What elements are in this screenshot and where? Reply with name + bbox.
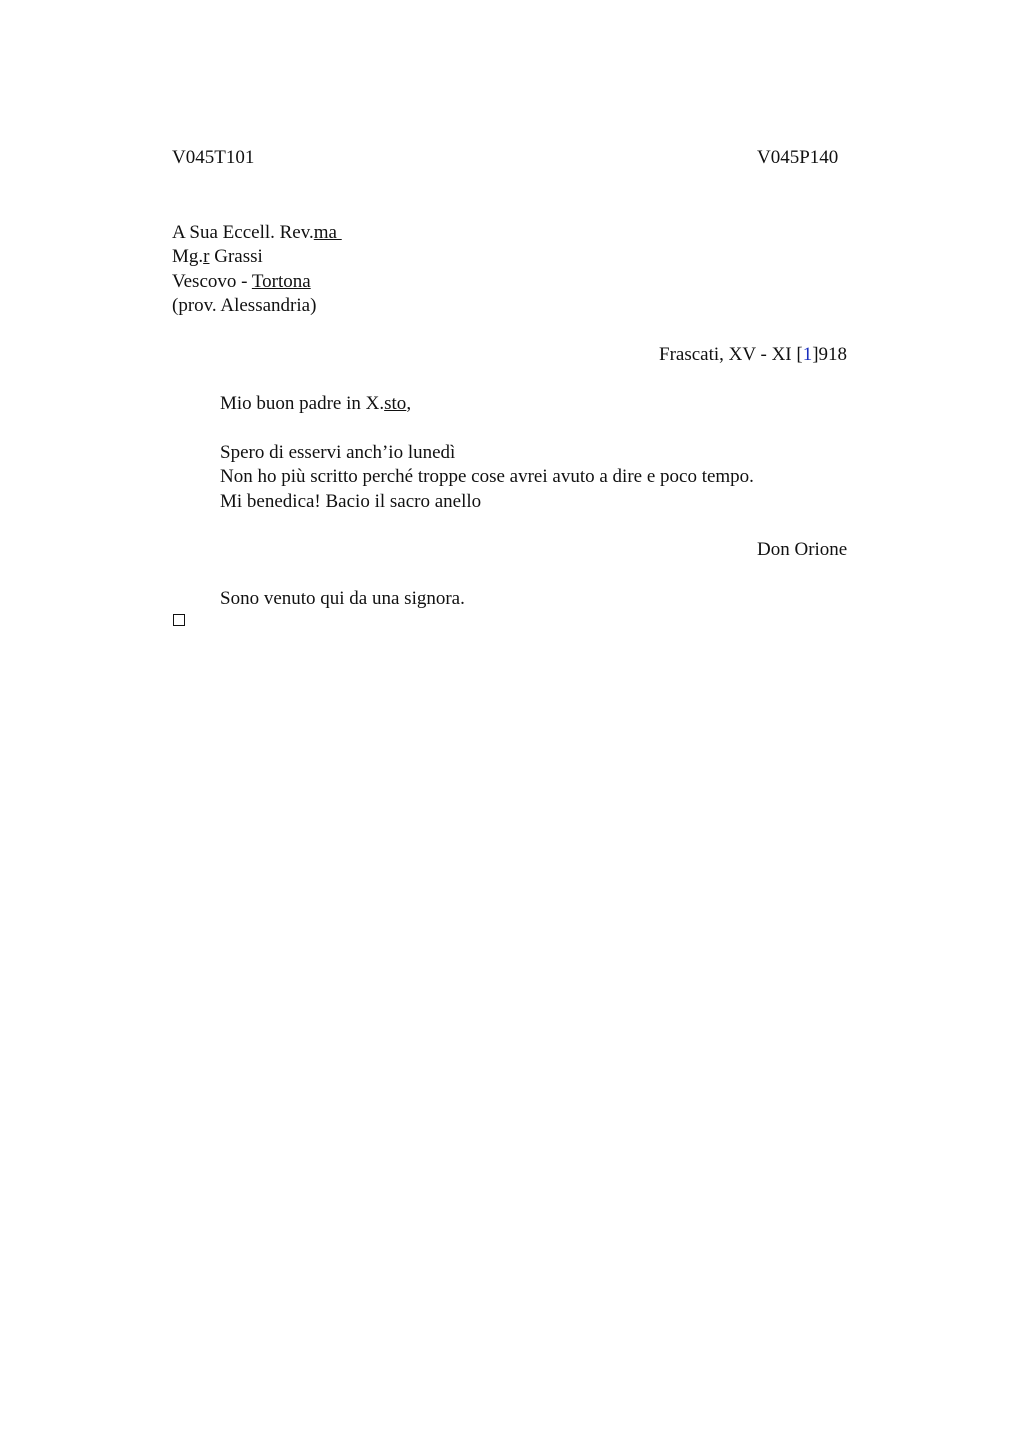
document-code-left: V045T101: [172, 147, 255, 168]
address-line-3-city: Tortona: [251, 271, 311, 292]
dateline-editorial-digit: 1: [802, 344, 813, 365]
signature: Don Orione: [757, 539, 848, 560]
body-line-1: Spero di esservi anch’io lunedì: [220, 442, 456, 463]
dateline: [659, 343, 847, 367]
dateline-suffix: ]918: [812, 344, 848, 365]
address-line-4: (prov. Alessandria): [172, 295, 317, 316]
dateline-prefix: Frascati, XV - XI [: [659, 344, 803, 365]
salutation: [220, 392, 411, 416]
address-line-3: [172, 270, 311, 294]
document-code-right: V045P140: [757, 147, 839, 168]
address-line-3-prefix: Vescovo -: [172, 271, 252, 292]
address-line-2-superscript: r: [203, 246, 210, 267]
address-line-2-prefix: Mg.: [172, 246, 204, 267]
body-line-2: Non ho più scritto perché troppe cose avrei avuto a dire e poco tempo.: [220, 466, 754, 487]
body-line-3: Mi benedica! Bacio il sacro anello: [220, 491, 482, 512]
address-line-1-text: A Sua Eccell. Rev.: [172, 222, 314, 243]
address-line-2-suffix: Grassi: [209, 246, 263, 267]
address-line-1: [172, 221, 342, 245]
postscript: Sono venuto qui da una signora.: [220, 588, 465, 609]
salutation-abbrev: sto: [384, 393, 407, 414]
address-line-1-superscript: ma: [313, 222, 342, 243]
address-line-2: [172, 245, 263, 269]
salutation-suffix: ,: [406, 393, 412, 414]
checkbox-glyph: [173, 614, 185, 626]
salutation-prefix: Mio buon padre in X.: [220, 393, 385, 414]
